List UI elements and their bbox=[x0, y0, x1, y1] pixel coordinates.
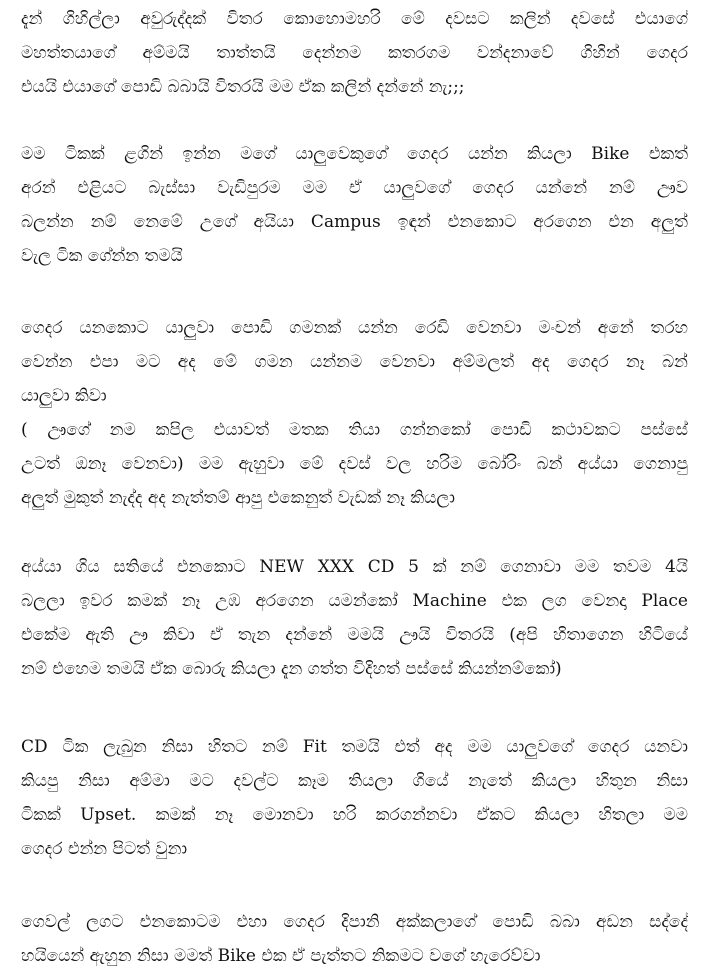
text-line: කියපු නිසා අම්මා මට දවල්ට කෑම තියලා ගියේ නැතේ කියලා හිතුන නිසා bbox=[21, 771, 688, 791]
text-line: ගෙදර යනකොට යාලුවා පොඩි ගමනක් යන්න රෙඩි වෙනවා මංචන් අනේ තරහ bbox=[21, 318, 688, 338]
text-line: එයයි එයාගේ පොඩි බබායි විතරයි මම ඒක කලින් දන්නේ නැ;;; bbox=[21, 77, 465, 97]
paragraph-5 bbox=[21, 730, 688, 866]
paragraph-6 bbox=[21, 905, 688, 973]
text-line: හයියෙන් ඇහුන නිසා මමත් Bike එක ඒ පැත්තට නිකමට වගේ හැරෙව්වා bbox=[21, 946, 541, 966]
text-line: ගෙවල් ලගට එනකොටම එහා ගෙදර දිපානි අක්කලාගේ පොඩි බබා අඩන සද්දේ bbox=[21, 912, 688, 932]
text-line: එකේම ඇති ඌ කිවා ඒ තැන දන්නේ මමයි ඌයි විතරයි (අපි හිතාගෙන හිටියේ bbox=[21, 625, 688, 645]
text-line: මහත්තයාගේ අම්මයි තාත්තයි දෙන්නම කතරගම වන්දනාවේ ගිහින් ගෙදර bbox=[21, 43, 688, 63]
text-line: වැල ටික ගේන්න තමයි bbox=[21, 246, 183, 266]
text-line: නම් එහෙම තමයි ඒක බොරු කියලා දැන ගත්ත විදිහත් පස්සේ කියන්නම්කෝ) bbox=[21, 659, 562, 679]
text-line: වෙන්න එපා මට අද මේ ගමන යන්නම වෙනවා අම්මලත් අද ගෙදර නෑ බන් bbox=[21, 352, 688, 372]
paragraph-3 bbox=[21, 311, 688, 515]
text-line: මම ටිකක් ළගින් ඉන්න මගේ යාලුවෙකුගේ ගෙදර යන්න කියලා Bike එකත් bbox=[21, 144, 688, 164]
text-line: අය්යා ගිය සතියේ එනකොට NEW XXX CD 5 ක් නම් ගෙනාවා මම තවම 4යි bbox=[21, 557, 688, 577]
paragraph-2 bbox=[21, 137, 688, 273]
text-line: බලලා ඉවර කමක් නෑ උඹ අරගෙන යමන්කෝ Machine එක ලග වෙනදා Place bbox=[21, 591, 688, 611]
text-line: බලන්න නම් නෙමේ උගේ අයියා Campus ඉඳන් එනකොට අරගෙන එන අලුත් bbox=[21, 212, 688, 232]
text-line: අලුත් මුකුත් නැද්ද අද නැත්තම් ආපු එකෙනුත් වැඩක් නෑ කියලා bbox=[21, 488, 455, 508]
text-line: CD ටික ලැබුන නිසා හිතට නම් Fit තමයි එත් අද මම යාලුවගේ ගෙදර යනවා bbox=[21, 737, 688, 757]
text-line: යාලුවා කිවා bbox=[21, 386, 107, 406]
paragraph-1 bbox=[21, 2, 688, 104]
text-line: අරන් එළියට බැස්සා වැඩිපුරම මම ඒ යාලුවගේ ගෙදර යන්නේ නම් ඌව bbox=[21, 178, 688, 198]
text-line: ටිකක් Upset. කමක් නෑ මොනවා හරි කරගන්නවා ඒකට කියලා හිතලා මම bbox=[21, 805, 688, 825]
paragraph-4 bbox=[21, 550, 688, 686]
text-line: උටත් ඔනෑ වෙනවා) මම ඇහුවා මේ දවස් වල හරිම බෝරිං බන් අය්යා ගෙනාපු bbox=[21, 454, 688, 474]
text-line: දැන් ගිහිල්ලා අවුරුද්දක් විතර කොහොමහරි මේ දවසට කලින් දවසේ එයාගේ bbox=[21, 9, 688, 29]
text-line: ( ඌගේ නම කපිල එයාවත් මතක තියා ගන්නකෝ පොඩි කථාවකට පස්සේ bbox=[21, 420, 688, 440]
text-line: ගෙදර එන්න පිටත් වුනා bbox=[21, 839, 188, 859]
